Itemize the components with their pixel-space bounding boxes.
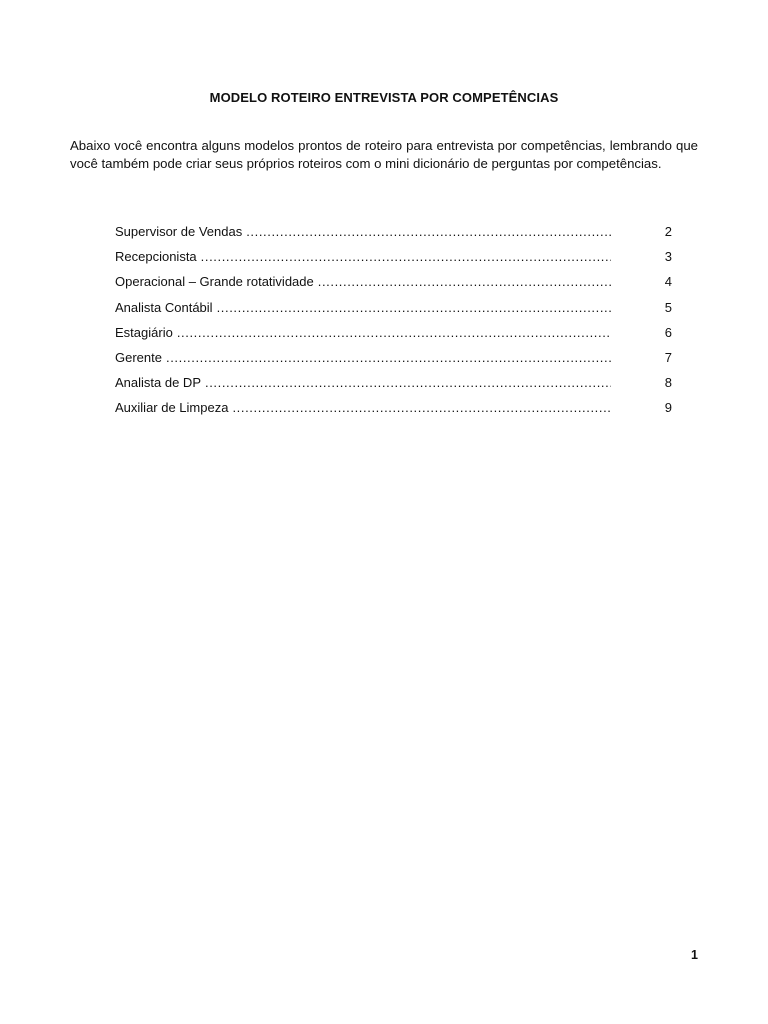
toc-leader-dots xyxy=(205,375,611,390)
toc-entry-page: 9 xyxy=(664,400,672,416)
document-title: MODELO ROTEIRO ENTREVISTA POR COMPETÊNCIAS xyxy=(209,90,559,105)
intro-paragraph: Abaixo você encontra alguns modelos prontos de roteiro para entrevista por competências, lembrando que você também pode criar seus próprios roteiros com o mini dicionário de perguntas por competências. xyxy=(70,138,698,171)
toc-entry-page: 6 xyxy=(664,324,672,340)
toc-entry-label: Supervisor de Vendas xyxy=(115,224,243,239)
toc-entry-analista-de-dp[interactable] xyxy=(115,375,672,400)
toc-entry-analista-contabil[interactable] xyxy=(115,300,672,325)
toc-entry-auxiliar-de-limpeza[interactable] xyxy=(115,400,672,425)
toc-entry-label: Recepcionista xyxy=(115,249,197,265)
toc-entry-label: Operacional – Grande rotatividade xyxy=(115,274,314,290)
toc-entry-label: Estagiário xyxy=(115,324,173,340)
toc-entry-gerente[interactable] xyxy=(115,350,672,375)
toc-entry-page: 7 xyxy=(664,349,672,365)
toc-leader-dots xyxy=(166,350,611,365)
toc-entry-supervisor-de-vendas[interactable] xyxy=(115,224,672,249)
toc-entry-operacional[interactable] xyxy=(115,274,672,299)
toc-entry-page: 3 xyxy=(664,249,672,265)
toc-entry-page: 5 xyxy=(664,299,672,315)
toc-entry-page: 2 xyxy=(664,224,672,239)
toc-leader-dots xyxy=(177,325,611,340)
toc-entry-label: Analista Contábil xyxy=(115,299,213,315)
toc-leader-dots xyxy=(217,300,611,315)
toc-entry-recepcionista[interactable] xyxy=(115,249,672,274)
toc-entry-page: 4 xyxy=(664,274,672,290)
toc-leader-dots xyxy=(232,400,611,415)
toc-entry-estagiario[interactable] xyxy=(115,325,672,350)
toc-leader-dots xyxy=(318,274,611,289)
toc-entry-label: Gerente xyxy=(115,349,162,365)
toc-entry-label: Analista de DP xyxy=(115,375,201,391)
page-number: 1 xyxy=(691,948,698,962)
toc-leader-dots xyxy=(201,249,611,264)
toc-entry-page: 8 xyxy=(664,375,672,391)
toc-entry-label: Auxiliar de Limpeza xyxy=(115,400,229,416)
table-of-contents xyxy=(115,224,672,426)
toc-leader-dots xyxy=(246,224,611,239)
